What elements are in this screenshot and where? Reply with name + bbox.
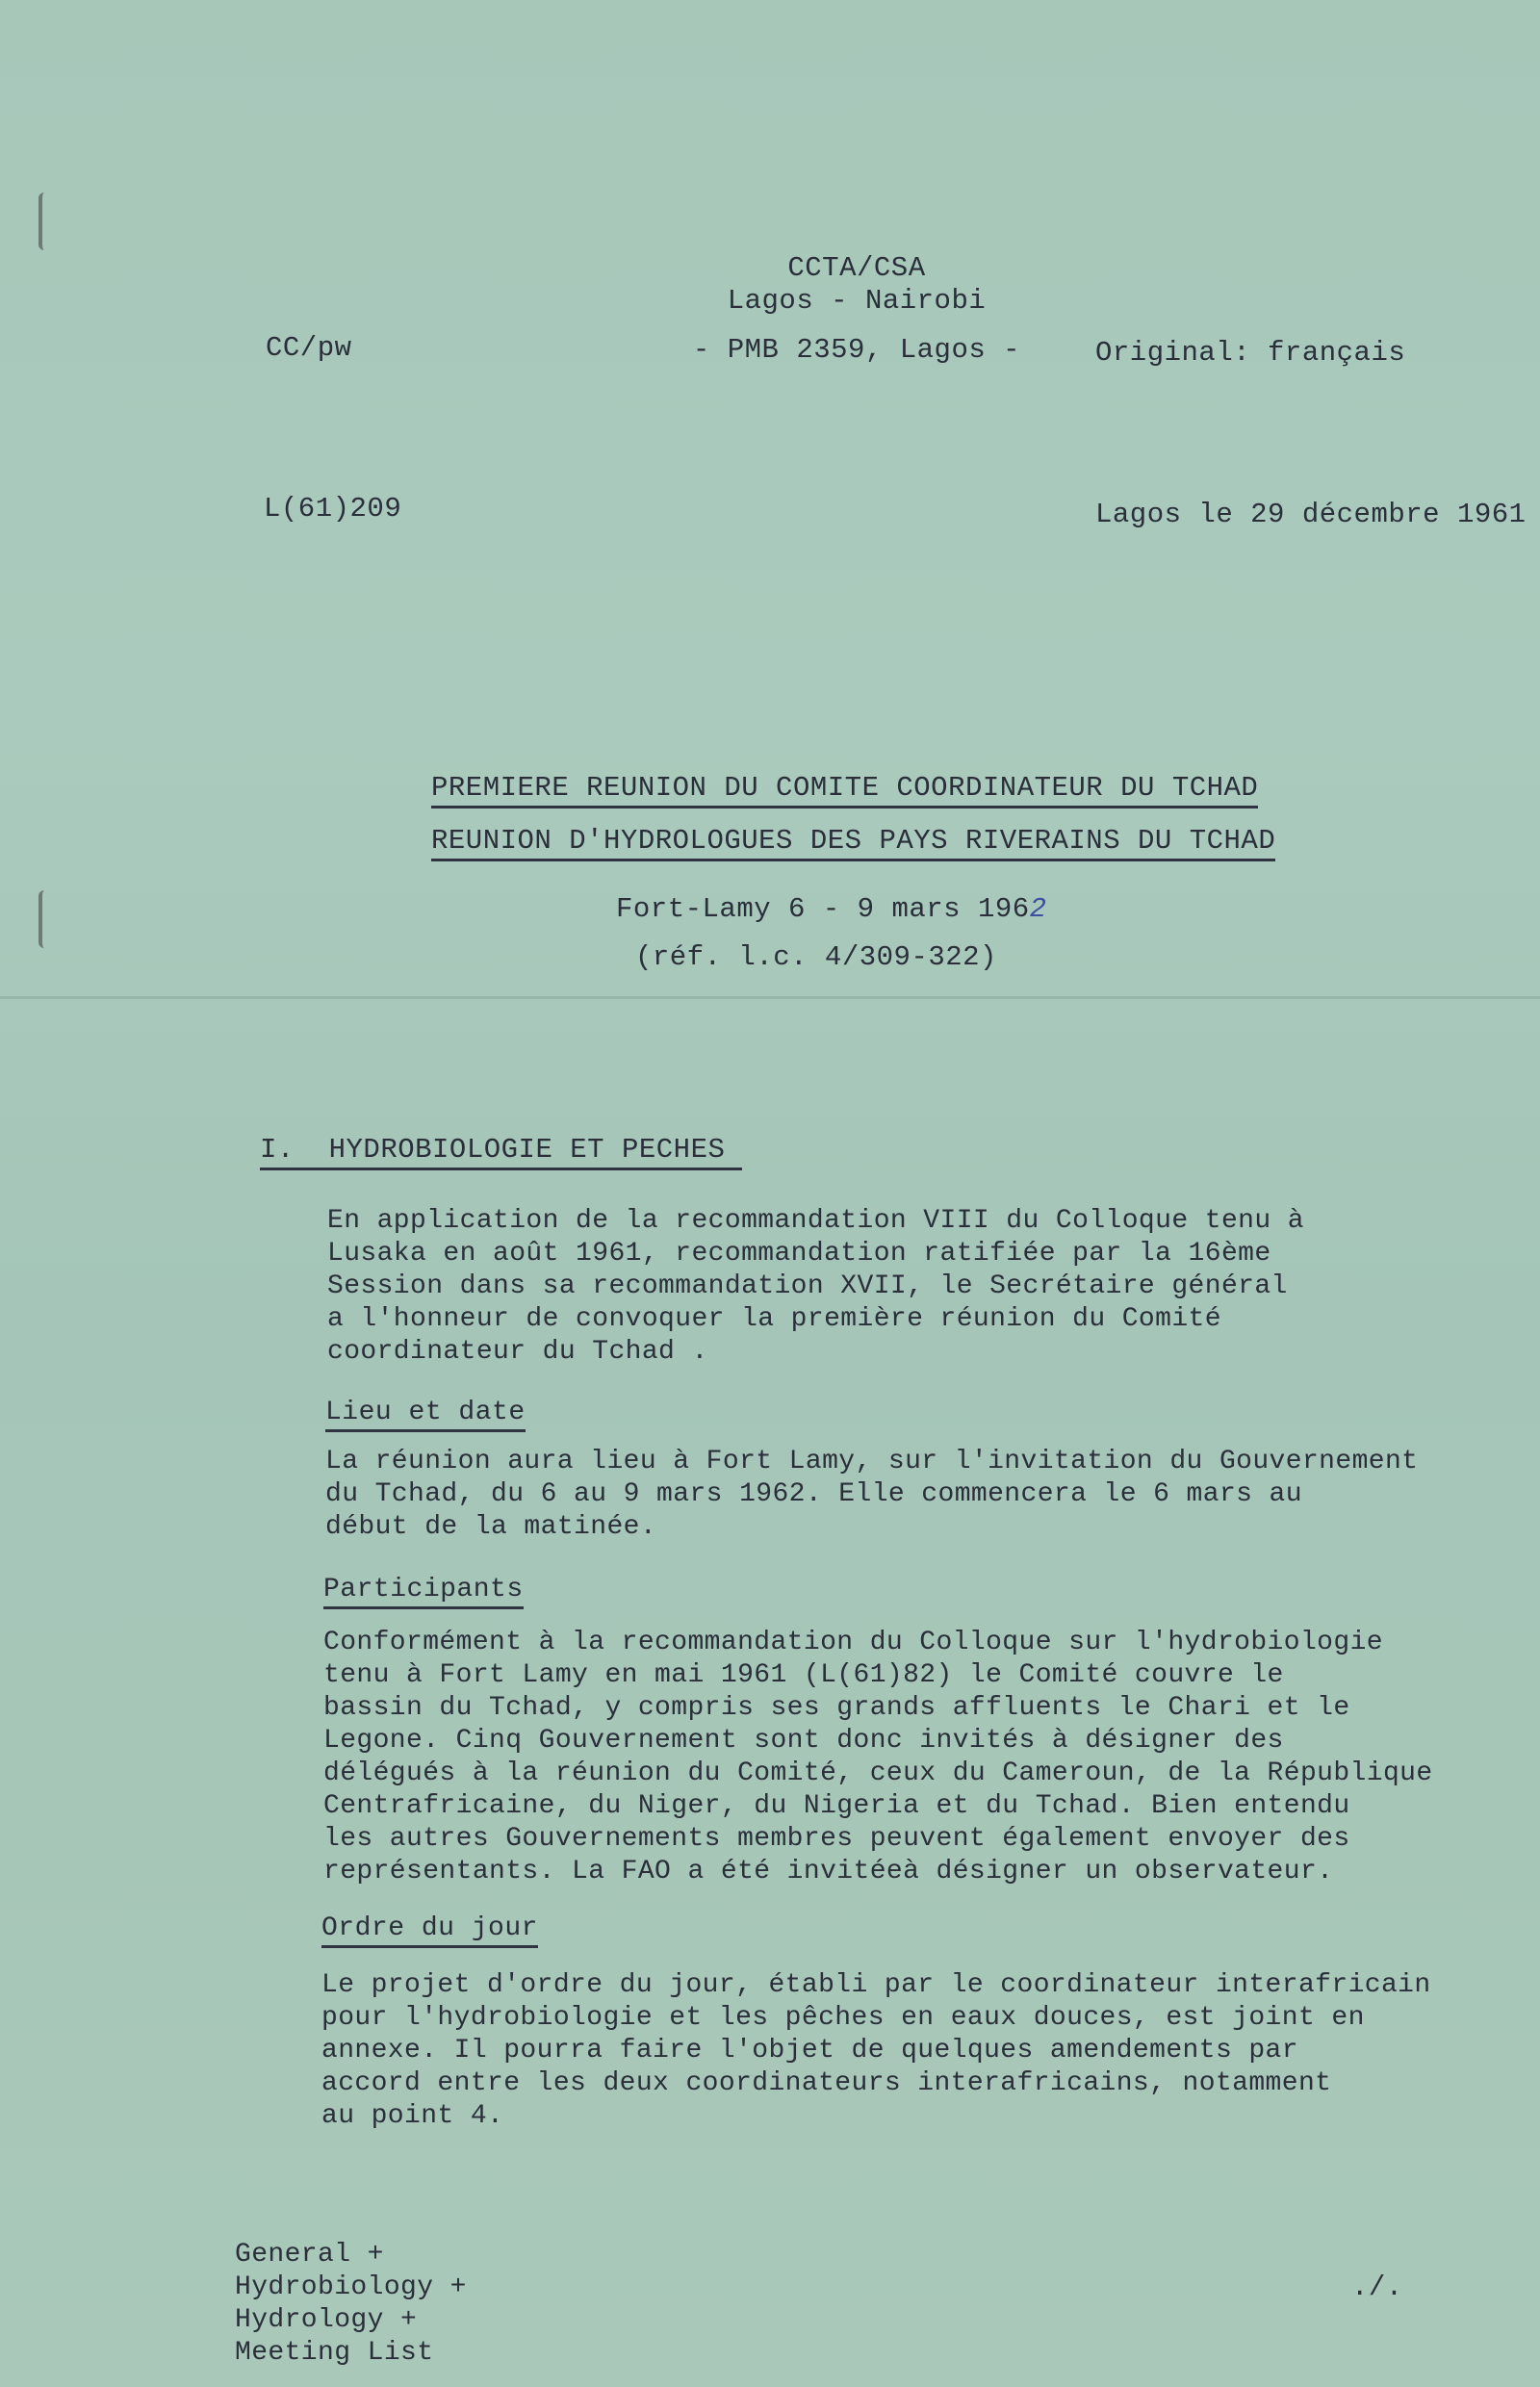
- title-line-2: REUNION D'HYDROLOGUES DES PAYS RIVERAINS DU TCHAD: [431, 825, 1275, 861]
- distribution-list: General + Hydrobiology + Hydrology + Meeting List: [235, 2240, 467, 2368]
- document-reference: L(61)209: [264, 493, 402, 525]
- intro-paragraph: En application de la recommandation VIII du Colloque tenu à Lusaka en août 1961, recommandation ratifiée par la 16ème Session dans sa recommandation XVII, le Secrétaire général a l'honneur de convoquer la première réunion du Comité coordinateur du Tchad .: [327, 1206, 1304, 1367]
- participants-paragraph: Conformément à la recommandation du Colloque sur l'hydrobiologie tenu à Fort Lamy en mai 1961 (L(61)82) le Comité couvre le bassin du Tchad, y compris ses grands affluents le Chari et le Legone. Cinq Gouvernement sont donc invités à désigner des délégués à la réunion du Comité, ceux du Cameroun, de la République Centrafricaine, du Niger, du Nigeria et du Tchad. Bien entendu les autres Gouvernements membres peuvent également envoyer des représentants. La FAO a été invitéeà désigner un observateur.: [323, 1628, 1433, 1886]
- subsection-heading-participants: Participants: [323, 1575, 524, 1609]
- author-initials: CC/pw: [266, 332, 352, 364]
- agenda-paragraph: Le projet d'ordre du jour, établi par le coordinateur interafricain pour l'hydrobiologie et les pêches en eaux douces, est joint en annexe. Il pourra faire l'objet de quelques amendements par accord entre les deux coordinateurs interafricains, notamment au point 4.: [321, 1970, 1431, 2131]
- paper-fold: [0, 996, 1540, 999]
- org-name: CCTA/CSA: [787, 252, 926, 284]
- section-heading: I. HYDROBIOLOGIE ET PECHES: [260, 1134, 742, 1170]
- handwritten-correction: 2: [1029, 893, 1047, 925]
- original-language: Original: français: [1095, 337, 1406, 369]
- org-cities: Lagos - Nairobi: [727, 285, 987, 317]
- title-line-1: PREMIERE REUNION DU COMITE COORDINATEUR DU TCHAD: [431, 772, 1258, 808]
- staple-mark: [38, 192, 64, 250]
- continued-mark: ./.: [1351, 2272, 1403, 2303]
- lieu-paragraph: La réunion aura lieu à Fort Lamy, sur l'invitation du Gouvernement du Tchad, du 6 au 9 mars 1962. Elle commencera le 6 mars au début de la matinée.: [325, 1447, 1419, 1542]
- document-date: Lagos le 29 décembre 1961: [1095, 499, 1527, 530]
- subsection-heading-ordre: Ordre du jour: [321, 1913, 538, 1948]
- subsection-heading-lieu: Lieu et date: [325, 1398, 526, 1432]
- staple-mark: [38, 890, 64, 948]
- org-address: - PMB 2359, Lagos -: [692, 334, 1021, 366]
- meeting-place-date: Fort-Lamy 6 - 9 mars 1962: [616, 893, 1047, 925]
- meeting-reference: (réf. l.c. 4/309-322): [635, 941, 997, 973]
